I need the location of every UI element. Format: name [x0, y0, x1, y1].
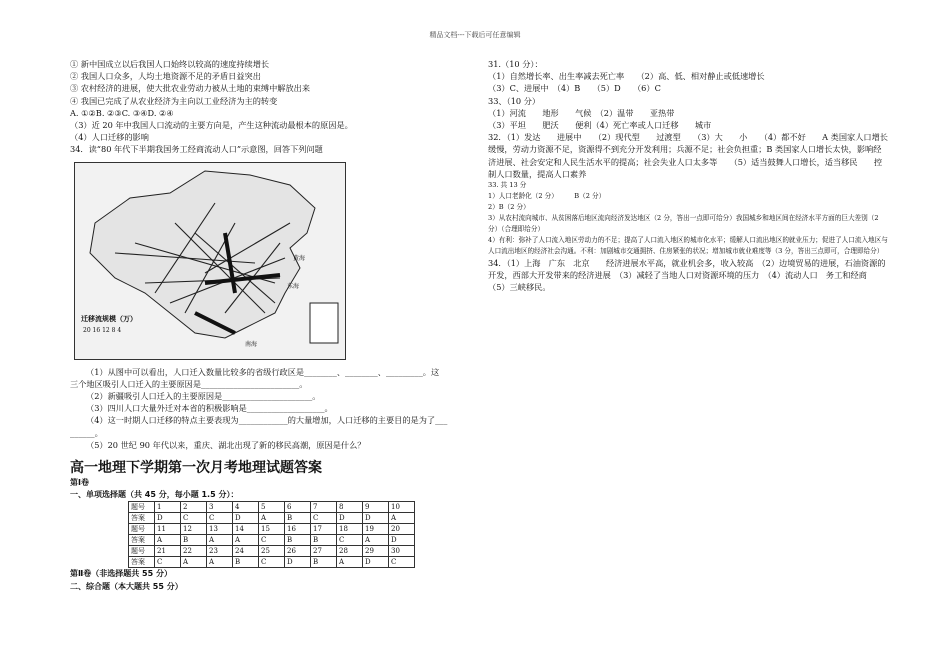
- table-cell: D: [337, 513, 363, 524]
- table-row: [129, 502, 415, 513]
- table-cell: C: [311, 513, 337, 524]
- table-cell: 21: [155, 546, 181, 557]
- table-cell: 答案: [129, 557, 155, 568]
- table-cell: 17: [311, 524, 337, 535]
- part-heading: 第Ⅰ卷: [70, 478, 89, 488]
- text-line: ② 我国人口众多，人均土地资源不足的矛盾日益突出: [70, 71, 261, 82]
- answer-small-line: 3）从农村流向城市、从贫困落后地区流向经济发达地区（2 分，答出一点即可给分）我国城乡和地区间在经济水平方面的巨大差别（2 分）（合理即给分）: [488, 214, 879, 234]
- table-cell: 10: [389, 502, 415, 513]
- table-cell: 题号: [129, 546, 155, 557]
- table-cell: 6: [285, 502, 311, 513]
- table-row: [129, 524, 415, 535]
- table-cell: B: [233, 557, 259, 568]
- table-cell: A: [233, 535, 259, 546]
- table-cell: D: [363, 557, 389, 568]
- answer-line: 31.（10 分）：: [488, 59, 543, 69]
- text-line: （3）近 20 年中我国人口流动的主要方向是，产生这种流动最根本的原因是。: [70, 120, 353, 131]
- answer-line: （1）河流 地形 气候 （2）温带 亚热带: [488, 107, 675, 118]
- table-cell: A: [207, 535, 233, 546]
- page-header: 精品文档---下载后可任意编辑: [429, 31, 521, 39]
- text-line: ① 新中国成立以后我国人口始终以较高的速度持续增长: [70, 59, 270, 69]
- answer-paragraph: 34．（1）上海 广东 北京 经济进展水平高，就业机会多，收入较高 （2）边境贸易的进展，石油资源的开发，西部大开发带来的经济进展 （3）减轻了当地人口对资源环境的压力 （4）流动人口 务工和经商 （5）三峡移民。: [488, 258, 886, 293]
- table-cell: D: [155, 513, 181, 524]
- answer-small-line: 33. 共 13 分: [488, 181, 527, 190]
- table-cell: 9: [363, 502, 389, 513]
- question-line: （2）新疆吸引人口迁入的主要原因是______________________。: [86, 391, 321, 402]
- table-cell: 5: [259, 502, 285, 513]
- table-cell: C: [259, 535, 285, 546]
- table-cell: 26: [285, 546, 311, 557]
- table-row: [129, 535, 415, 546]
- table-cell: D: [285, 557, 311, 568]
- table-row: [129, 557, 415, 568]
- answer-small-line: 1）人口老龄化（2 分） B（2 分）: [488, 192, 606, 201]
- table-cell: 30: [389, 546, 415, 557]
- legend-title: 迁移流规模（万）: [81, 313, 137, 323]
- table-cell: B: [311, 557, 337, 568]
- table-cell: 1: [155, 502, 181, 513]
- right-column: [488, 58, 888, 294]
- sea-label: 南海: [245, 340, 258, 348]
- table-cell: 23: [207, 546, 233, 557]
- table-cell: C: [207, 513, 233, 524]
- table-cell: 27: [311, 546, 337, 557]
- table-cell: 25: [259, 546, 285, 557]
- table-cell: 题号: [129, 502, 155, 513]
- table-cell: 18: [337, 524, 363, 535]
- left-column: [70, 58, 465, 593]
- answer-small-line: 2）B（2 分）: [488, 203, 530, 212]
- table-cell: A: [337, 557, 363, 568]
- answer-line: （3）C、进展中 （4）B （5）D （6）C: [488, 83, 661, 94]
- table-cell: A: [389, 513, 415, 524]
- table-cell: C: [181, 513, 207, 524]
- table-cell: B: [181, 535, 207, 546]
- table-cell: 29: [363, 546, 389, 557]
- table-cell: B: [311, 535, 337, 546]
- table-cell: 3: [207, 502, 233, 513]
- legend-values: 20 16 12 8 4: [83, 326, 122, 334]
- table-cell: 14: [233, 524, 259, 535]
- question-line: （5）20 世纪 90 年代以来，重庆、湖北出现了新的移民高潮，原因是什么？: [86, 439, 366, 450]
- section-heading: 一、单项选择题（共 45 分，每小题 1.5 分）：: [70, 490, 239, 500]
- table-cell: 答案: [129, 535, 155, 546]
- table-cell: A: [363, 535, 389, 546]
- table-cell: 24: [233, 546, 259, 557]
- question-line: ______。: [70, 427, 103, 438]
- answer-line: （1）自然增长率、出生率减去死亡率 （2）高、低、相对静止或低速增长: [488, 71, 765, 82]
- migration-map: [74, 162, 346, 360]
- table-cell: D: [233, 513, 259, 524]
- table-cell: 15: [259, 524, 285, 535]
- text-line: 34．读“80 年代下半期我国务工经商流动人口”示意图，回答下列问题: [70, 144, 323, 155]
- answer-line: （3）平坦 肥沃 便利（4）死亡率或人口迁移 城市: [488, 120, 712, 131]
- table-cell: 2: [181, 502, 207, 513]
- question-line: 三个地区吸引人口迁入的主要原因是________________________。: [70, 378, 308, 389]
- sea-label: 黄海: [293, 254, 306, 262]
- table-cell: A: [259, 513, 285, 524]
- text-line: A. ①②B. ②③C. ③④D. ②④: [70, 107, 174, 118]
- answer-line: 33、（10 分）: [488, 95, 541, 106]
- table-row: [129, 546, 415, 557]
- table-cell: 19: [363, 524, 389, 535]
- table-cell: A: [207, 557, 233, 568]
- table-cell: 13: [207, 524, 233, 535]
- table-cell: C: [259, 557, 285, 568]
- table-cell: C: [337, 535, 363, 546]
- part-heading: 第Ⅱ卷（非选择题共 55 分）: [70, 569, 172, 579]
- table-cell: 题号: [129, 524, 155, 535]
- table-cell: B: [285, 513, 311, 524]
- question-line: （1）从图中可以看出，人口迁入数量比较多的省级行政区是________、________、_________。这: [86, 366, 440, 377]
- sea-label: 东海: [287, 282, 300, 290]
- table-cell: 11: [155, 524, 181, 535]
- question-line: （3）四川人口大量外迁对本省的积极影响是___________________。: [86, 403, 333, 414]
- table-cell: D: [389, 535, 415, 546]
- section-heading: 二、综合题（本大题共 55 分）: [70, 581, 183, 591]
- table-cell: 7: [311, 502, 337, 513]
- table-row: [129, 513, 415, 524]
- text-line: ④ 我国已完成了从农业经济为主向以工业经济为主的转变: [70, 95, 278, 106]
- text-line: （4）人口迁移的影响: [70, 132, 149, 143]
- page-title: 高一地理下学期第一次月考地理试题答案: [70, 460, 322, 477]
- table-cell: 28: [337, 546, 363, 557]
- answer-small-line: 4）有利：弥补了人口流入地区劳动力的不足；提高了人口流入地区的城市化水平；缓解人口流出地区的就业压力；促进了人口流入地区与人口流出地区的经济社会沟通。不利：加剧城市交通拥挤、住房紧张的状况；增加城市就业难度等（3 分，答出三点即可，合理即给分）: [488, 236, 888, 256]
- answer-table: [128, 501, 415, 568]
- text-line: ③ 农村经济的进展，使大批农业劳动力被从土地的束缚中解放出来: [70, 83, 311, 94]
- table-cell: C: [155, 557, 181, 568]
- table-cell: 16: [285, 524, 311, 535]
- table-cell: A: [181, 557, 207, 568]
- table-cell: 20: [389, 524, 415, 535]
- answer-paragraph: 32．（1）发达 进展中 （2）现代型 过渡型 （3）大 小 （4）都不好 A 类国家人口增长缓慢，劳动力资源不足，资源得不到充分开发利用；兵源不足；社会负担重；B 类国家人口增长太快，影响经济进展、社会安定和人民生活水平的提高；社会失业人口太多等 （5）适当鼓舞人口增长，适当移民 控制人口数量，提高人口素养: [488, 132, 888, 179]
- question-line: （4）这一时期人口迁移的特点主要表现为____________的大量增加，人口迁移的主要目的是为了___: [86, 415, 448, 426]
- table-cell: C: [389, 557, 415, 568]
- table-cell: 4: [233, 502, 259, 513]
- table-cell: 22: [181, 546, 207, 557]
- table-cell: B: [285, 535, 311, 546]
- table-cell: D: [363, 513, 389, 524]
- table-cell: 12: [181, 524, 207, 535]
- table-cell: 答案: [129, 513, 155, 524]
- table-cell: A: [155, 535, 181, 546]
- table-cell: 8: [337, 502, 363, 513]
